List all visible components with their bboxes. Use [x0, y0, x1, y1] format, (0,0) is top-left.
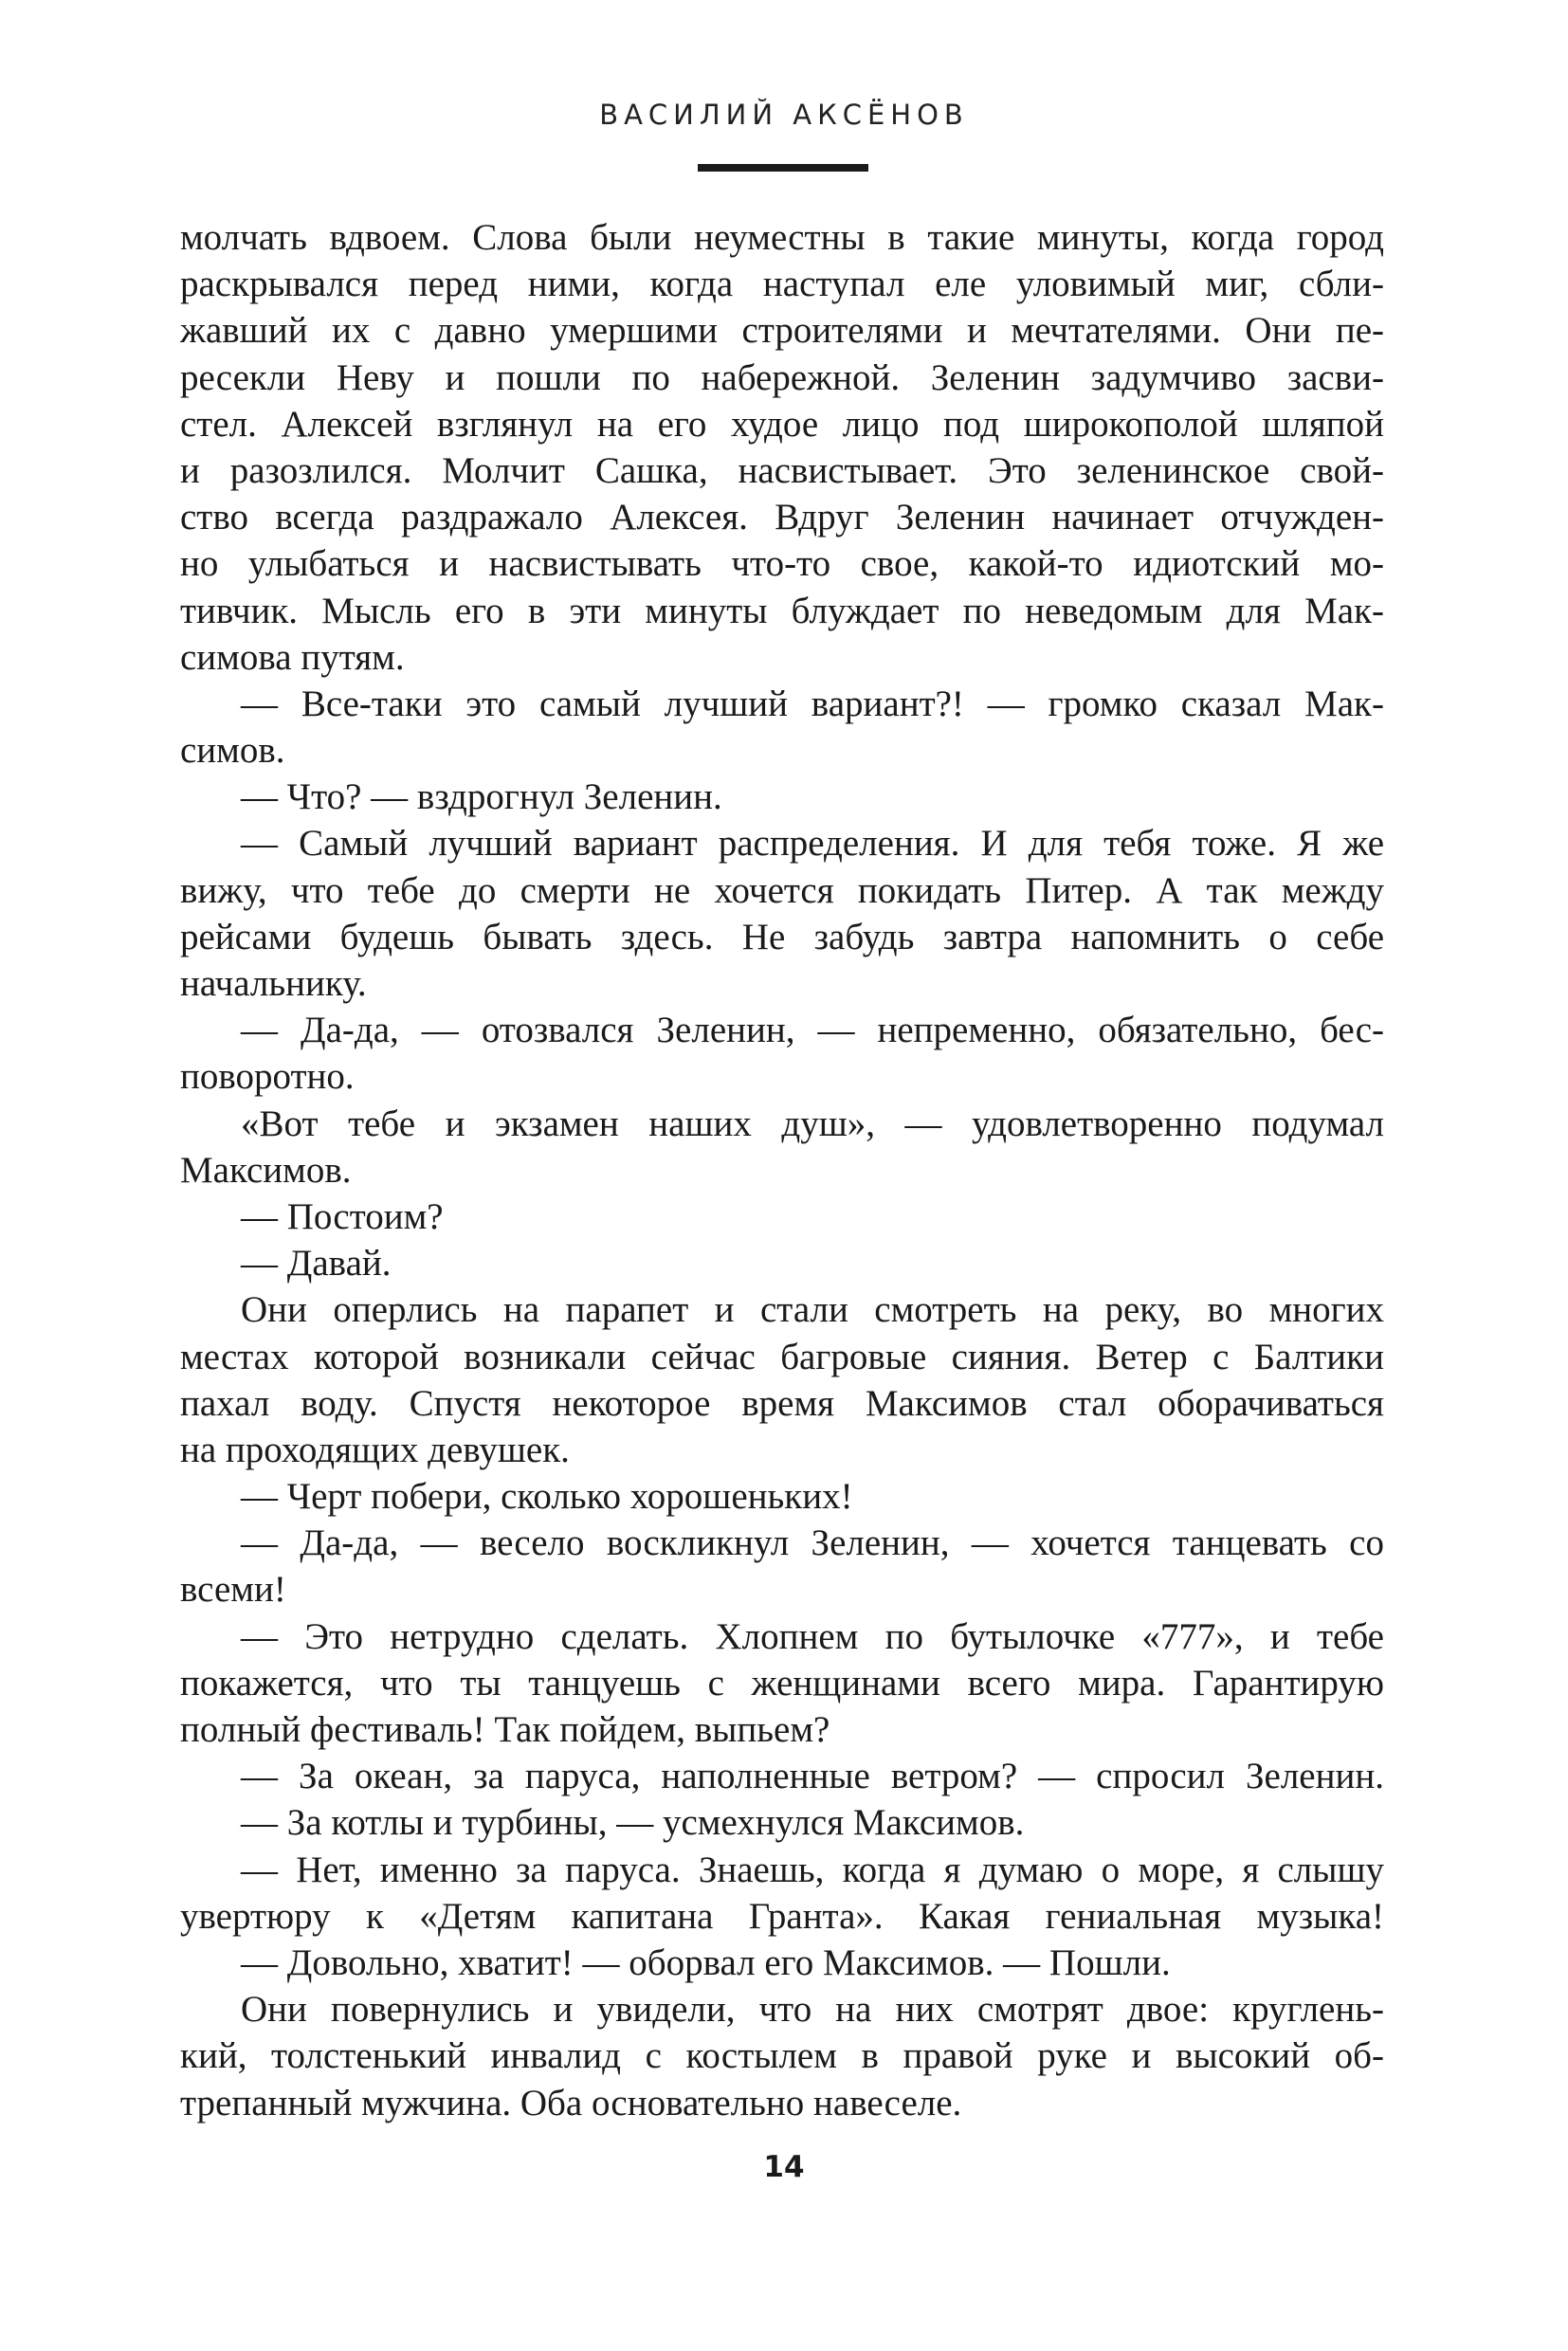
text-line: «Вот тебе и экзамен наших душ», — удовлетворенно подумал	[241, 1103, 1384, 1144]
text-line: — За океан, за паруса, наполненные ветром? — спросил Зеленин.	[241, 1756, 1384, 1797]
text-line: симов.	[180, 730, 285, 772]
text-line: Максимов.	[180, 1149, 352, 1191]
text-line: — Черт побери, сколько хорошеньких!	[241, 1476, 853, 1518]
page-number: 14	[763, 2150, 805, 2184]
text-line: Они оперлись на парапет и стали смотреть на реку, во многих	[241, 1289, 1384, 1331]
text-line: всеми!	[180, 1569, 286, 1611]
text-line: но улыбаться и насвистывать что-то свое, какой-то идиотский мо-	[180, 543, 1384, 585]
text-line: покажется, что ты танцуешь с женщинами всего мира. Гарантирую	[180, 1662, 1384, 1704]
text-line: — Нет, именно за паруса. Знаешь, когда я думаю о море, я слышу	[241, 1849, 1384, 1890]
text-line: тивчик. Мысль его в эти минуты блуждает по неведомым для Мак-	[180, 590, 1384, 631]
running-head-author: ВАСИЛИЙ АКСЁНОВ	[599, 99, 969, 131]
text-line: трепанный мужчина. Оба основательно навеселе.	[180, 2082, 962, 2123]
text-line: — Что? — вздрогнул Зеленин.	[241, 776, 722, 818]
body-text	[180, 214, 1384, 2126]
text-line: — Это нетрудно сделать. Хлопнем по бутылочке «777», и тебе	[241, 1615, 1384, 1657]
text-line: — Самый лучший вариант распределения. И для тебя тоже. Я же	[241, 823, 1384, 865]
text-line: — Да-да, — отозвался Зеленин, — непременно, обязательно, бес-	[241, 1010, 1384, 1051]
text-line: — За котлы и турбины, — усмехнулся Максимов.	[241, 1802, 1025, 1844]
text-line: местах которой возникали сейчас багровые сияния. Ветер с Балтики	[180, 1336, 1384, 1377]
text-line: — Давай.	[241, 1243, 392, 1285]
text-line: полный фестиваль! Так пойдем, выпьем?	[180, 1709, 830, 1750]
text-line: — Постоим?	[241, 1195, 444, 1237]
text-line: поворотно.	[180, 1056, 355, 1098]
text-line: Они повернулись и увидели, что на них смотрят двое: круглень-	[241, 1989, 1384, 2031]
text-line: симова путям.	[180, 636, 405, 678]
text-line: на проходящих девушек.	[180, 1429, 570, 1470]
text-line: молчать вдвоем. Слова были неуместны в такие минуты, когда город	[180, 217, 1384, 258]
text-line: стел. Алексей взглянул на его худое лицо под широкополой шляпой	[180, 403, 1384, 445]
header-rule	[698, 164, 868, 172]
text-line: вижу, что тебе до смерти не хочется покидать Питер. А так между	[180, 869, 1384, 911]
text-line: ресекли Неву и пошли по набережной. Зеленин задумчиво засви-	[180, 356, 1384, 398]
text-line: и разозлился. Молчит Сашка, насвистывает. Это зеленинское свой-	[180, 449, 1384, 491]
text-line: пахал воду. Спустя некоторое время Максимов стал оборачиваться	[180, 1382, 1384, 1424]
text-line: начальнику.	[180, 963, 367, 1004]
text-line: — Да-да, — весело воскликнул Зеленин, — хочется танцевать со	[241, 1522, 1384, 1564]
text-line: ство всегда раздражало Алексея. Вдруг Зеленин начинает отчужден-	[180, 497, 1384, 538]
text-line: — Довольно, хватит! — оборвал его Максимов. — Пошли.	[241, 1941, 1171, 1983]
text-line: — Все-таки это самый лучший вариант?! — громко сказал Мак-	[241, 683, 1384, 724]
text-line: жавший их с давно умершими строителями и мечтателями. Они пе-	[180, 310, 1384, 352]
text-line: кий, толстенький инвалид с костылем в правой руке и высокий об-	[180, 2035, 1384, 2077]
text-line: рейсами будешь бывать здесь. Не забудь завтра напомнить о себе	[180, 916, 1384, 957]
text-line: увертюру к «Детям капитана Гранта». Какая гениальная музыка!	[180, 1895, 1384, 1937]
text-line: раскрывался перед ними, когда наступал еле уловимый миг, сбли-	[180, 264, 1384, 305]
